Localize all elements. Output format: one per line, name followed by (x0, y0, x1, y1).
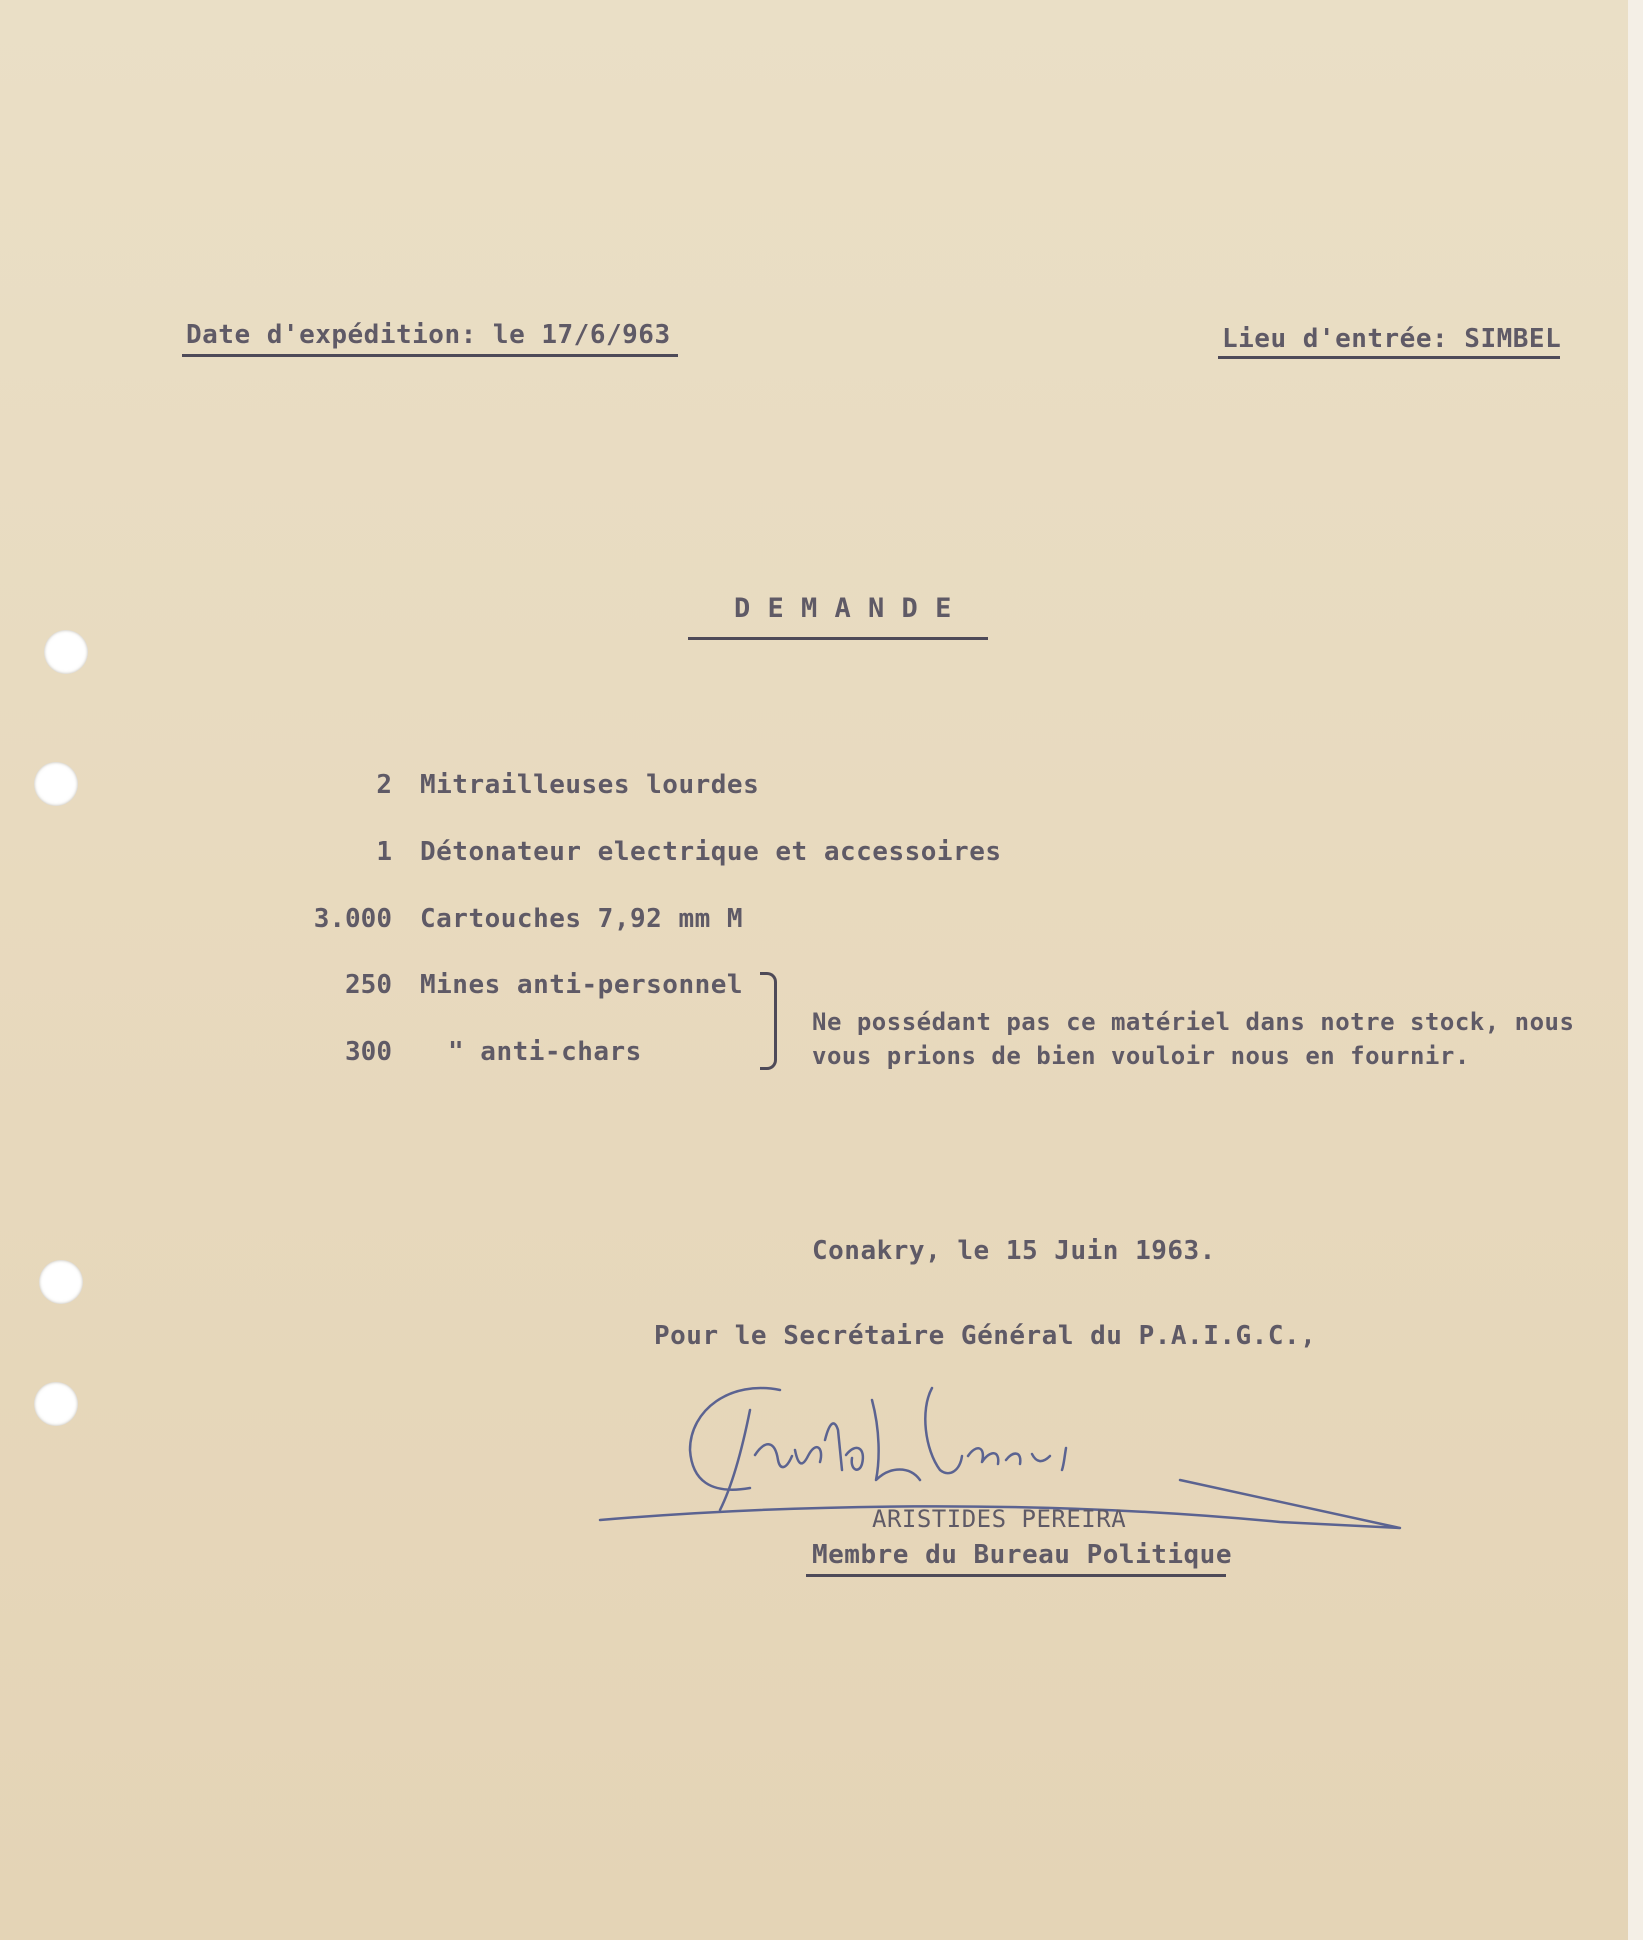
punch-hole (34, 762, 78, 806)
item-description: Cartouches 7,92 mm M (420, 904, 744, 934)
item-quantity: 2 (376, 770, 392, 800)
item-description: Mines anti-personnel (420, 970, 744, 1000)
item-description: Détonateur electrique et accessoires (420, 837, 1002, 867)
entry-place: Lieu d'entrée: SIMBEL (1222, 324, 1562, 354)
on-behalf-line: Pour le Secrétaire Général du P.A.I.G.C., (654, 1321, 1317, 1351)
item-description: " anti-chars (448, 1037, 642, 1067)
page-edge (1628, 0, 1643, 1940)
item-description: Mitrailleuses lourdes (420, 770, 760, 800)
note-line-2: vous prions de bien vouloir nous en fournir. (812, 1042, 1470, 1070)
title-underline (688, 637, 988, 640)
item-quantity: 1 (376, 837, 392, 867)
entry-place-underline (1218, 356, 1560, 359)
punch-hole (34, 1382, 78, 1426)
document-title: D E M A N D E (734, 593, 952, 624)
note-line-1: Ne possédant pas ce matériel dans notre stock, nous (812, 1008, 1575, 1036)
item-quantity: 3.000 (313, 904, 392, 934)
signatory-role-underline (806, 1574, 1226, 1577)
expedition-date-underline (182, 354, 678, 357)
punch-hole (39, 1260, 83, 1304)
grouping-brace (760, 972, 777, 1070)
punch-hole (44, 630, 88, 674)
place-and-date: Conakry, le 15 Juin 1963. (812, 1236, 1216, 1266)
expedition-date: Date d'expédition: le 17/6/963 (186, 320, 671, 350)
item-quantity: 250 (345, 970, 392, 1000)
item-quantity: 300 (345, 1037, 392, 1067)
signatory-role: Membre du Bureau Politique (812, 1540, 1232, 1570)
signatory-name: ARISTIDES PEREIRA (872, 1505, 1127, 1533)
